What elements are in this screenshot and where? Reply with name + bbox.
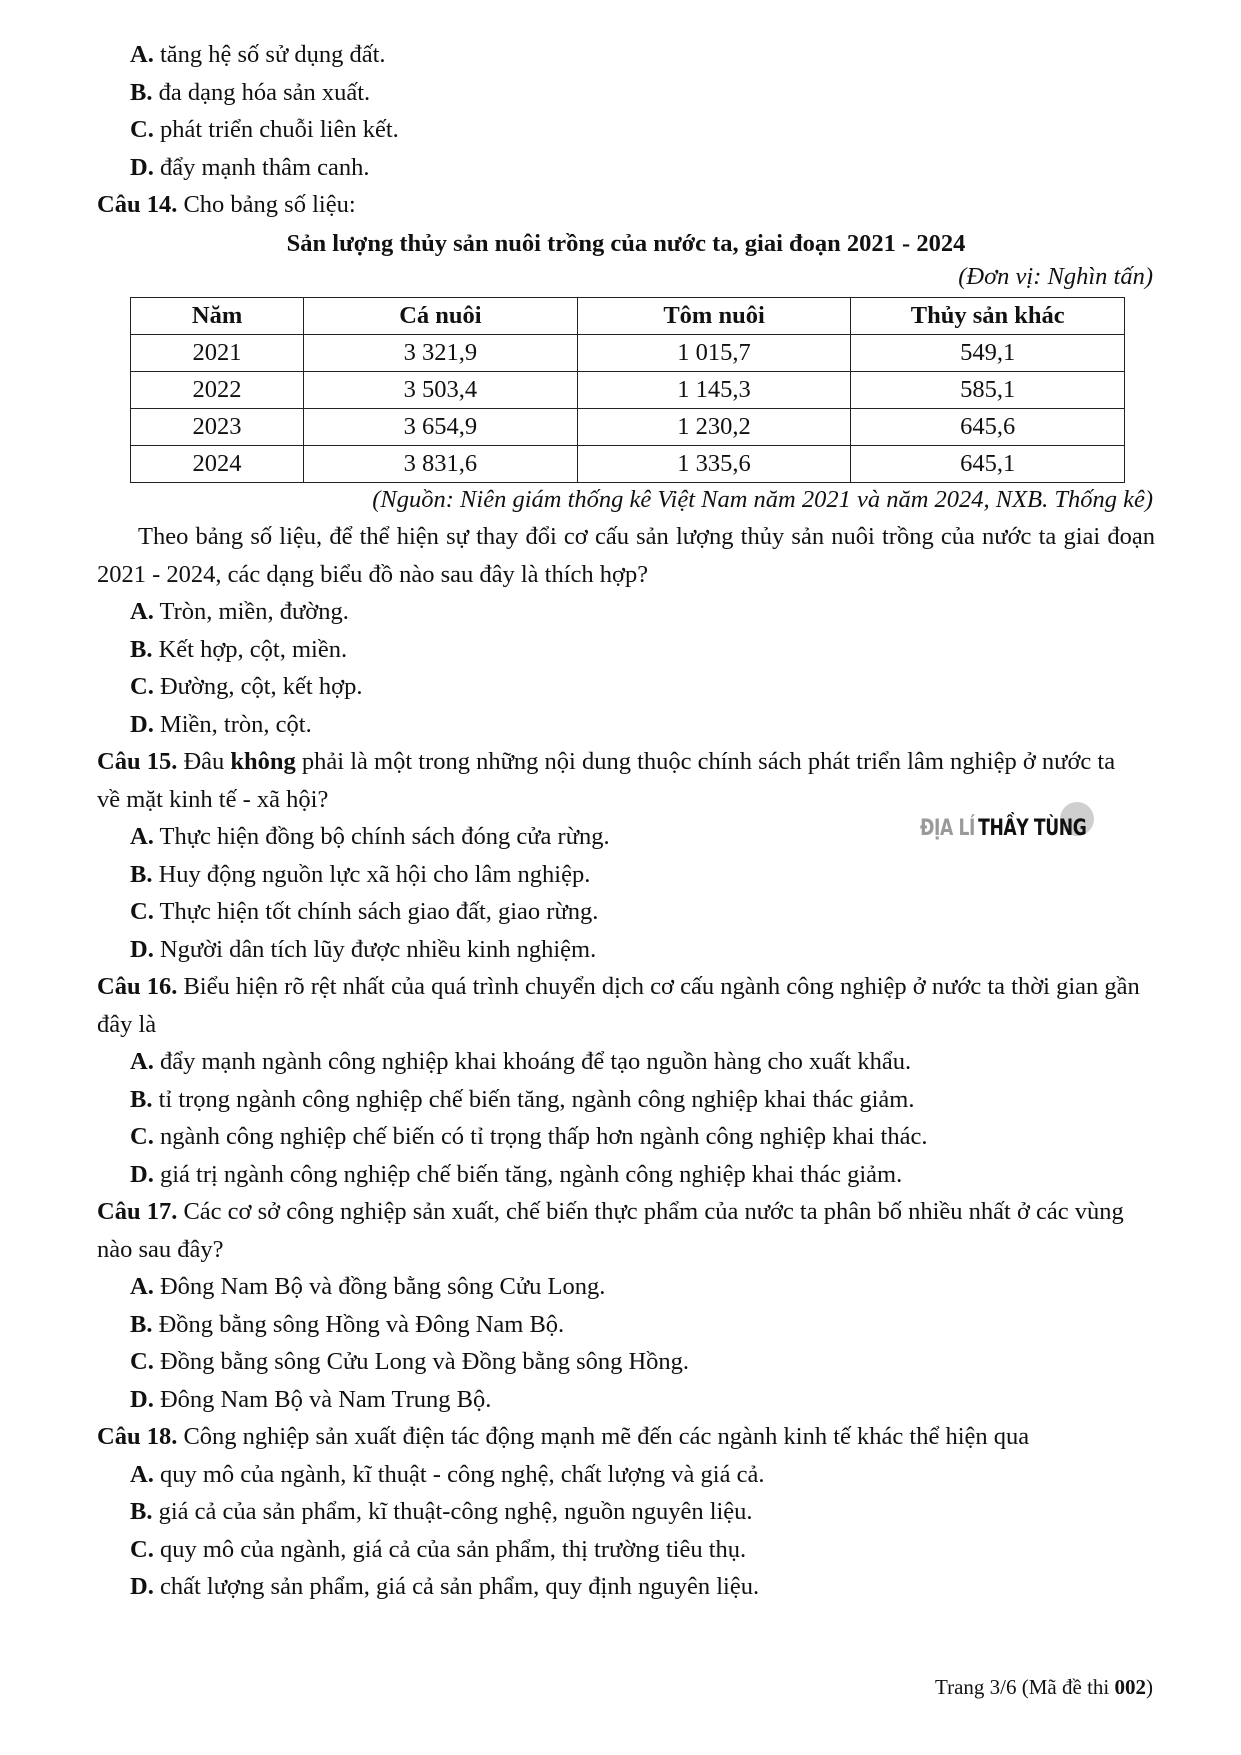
table-cell: 3 503,4 [304, 371, 578, 408]
page-footer [935, 1673, 1153, 1701]
option-letter: A. [130, 41, 154, 68]
option-text: Đường, cột, kết hợp. [153, 673, 363, 700]
question-16 [97, 968, 1155, 1193]
option-d [97, 1381, 1155, 1419]
question-label: Câu 16. [97, 973, 178, 1000]
table-cell: 3 831,6 [304, 445, 578, 482]
question-text: Biểu hiện rõ rệt nhất của quá trình chuyển dịch cơ cấu ngành công nghiệp ở nước ta thời gian gần đây là [97, 973, 1140, 1038]
option-letter: C. [130, 1348, 154, 1375]
prev-question-options [97, 36, 1155, 186]
watermark-part2: THẦY TÙNG [978, 816, 1087, 842]
table-row [131, 371, 1125, 408]
table-cell: 2024 [131, 445, 304, 482]
option-text: đa dạng hóa sản xuất. [152, 78, 371, 106]
table-cell: 1 015,7 [577, 334, 851, 371]
table-unit: (Đơn vị: Nghìn tấn) [958, 263, 1153, 290]
question-text: phải là một trong những nội dung thuộc chính sách phát triển lâm nghiệp ở nước ta về mặt kinh tế - xã hội? [97, 748, 1116, 813]
question-text: Cho bảng số liệu: [177, 191, 356, 218]
table-row [131, 445, 1125, 482]
question-text: Đâu [177, 748, 231, 775]
table-cell: 549,1 [851, 334, 1125, 371]
option-letter: B. [130, 1085, 153, 1113]
option-letter: B. [130, 635, 153, 663]
option-a [97, 1268, 1155, 1306]
option-b [97, 74, 1155, 112]
option-letter: C. [130, 673, 154, 700]
option-text: tăng hệ số sử dụng đất. [153, 41, 386, 68]
option-text: Người dân tích lũy được nhiều kinh nghiệm. [153, 935, 597, 963]
option-letter: D. [130, 153, 154, 181]
option-d [97, 931, 1155, 969]
option-text: Thực hiện tốt chính sách giao đất, giao rừng. [153, 898, 599, 925]
watermark-logo [920, 812, 1086, 846]
table-cell: 645,6 [851, 408, 1125, 445]
data-table [130, 297, 1125, 483]
option-letter: A. [130, 1273, 154, 1300]
question-stem [97, 186, 1155, 224]
option-text: chất lượng sản phẩm, giá cả sản phẩm, quy định nguyên liệu. [153, 1573, 760, 1600]
option-c [97, 111, 1155, 149]
option-letter: C. [130, 116, 154, 143]
option-c [97, 1118, 1155, 1156]
option-letter: D. [130, 1385, 154, 1413]
question-label: Câu 18. [97, 1423, 178, 1450]
table-cell: 1 335,6 [577, 445, 851, 482]
option-text: Đông Nam Bộ và Nam Trung Bộ. [153, 1385, 492, 1413]
option-text: đẩy mạnh ngành công nghiệp khai khoáng để tạo nguồn hàng cho xuất khẩu. [153, 1048, 912, 1075]
option-letter: A. [130, 1460, 154, 1488]
header-cell: Thủy sản khác [851, 297, 1125, 334]
option-letter: C. [130, 898, 154, 925]
footer-close: ) [1146, 1675, 1153, 1699]
option-a [97, 1043, 1155, 1081]
question-text: Các cơ sở công nghiệp sản xuất, chế biến thực phẩm của nước ta phân bố nhiều nhất ở các vùng nào sau đây? [97, 1198, 1124, 1263]
option-letter: A. [130, 1048, 154, 1075]
option-text: Đồng bằng sông Hồng và Đông Nam Bộ. [152, 1310, 565, 1338]
table-cell: 645,1 [851, 445, 1125, 482]
option-text: giá trị ngành công nghiệp chế biến tăng, ngành công nghiệp khai thác giảm. [153, 1160, 903, 1188]
question-18 [97, 1418, 1155, 1606]
question-stem [97, 743, 1155, 818]
table-cell: 3 654,9 [304, 408, 578, 445]
question-emphasis: không [230, 748, 296, 775]
option-text: ngành công nghiệp chế biến có tỉ trọng thấp hơn ngành công nghiệp khai thác. [153, 1123, 928, 1150]
question-15 [97, 743, 1155, 968]
option-d [97, 706, 1155, 744]
question-label: Câu 17. [97, 1198, 178, 1225]
footer-text: Trang 3/6 (Mã đề thi [935, 1675, 1115, 1699]
table-source: (Nguồn: Niên giám thống kê Việt Nam năm 2021 và năm 2024, NXB. Thống kê) [372, 485, 1153, 513]
table-cell: 2021 [131, 334, 304, 371]
option-a [97, 36, 1155, 74]
option-c [97, 1343, 1155, 1381]
option-text: phát triển chuỗi liên kết. [153, 116, 399, 143]
table-cell: 585,1 [851, 371, 1125, 408]
option-letter: A. [130, 823, 154, 850]
option-letter: D. [130, 935, 154, 963]
option-letter: C. [130, 1123, 154, 1150]
question-label: Câu 14. [97, 191, 178, 218]
exam-code: 002 [1114, 1675, 1146, 1699]
option-text: Tròn, miền, đường. [153, 598, 349, 625]
question-14 [97, 186, 1155, 743]
option-c [97, 1531, 1155, 1569]
option-letter: D. [130, 1160, 154, 1188]
option-letter: D. [130, 710, 154, 738]
option-letter: D. [130, 1573, 154, 1600]
option-a [97, 1456, 1155, 1494]
option-d [97, 1156, 1155, 1194]
table-cell: 1 145,3 [577, 371, 851, 408]
option-text: quy mô của ngành, giá cả của sản phẩm, thị trường tiêu thụ. [153, 1535, 747, 1563]
option-text: đẩy mạnh thâm canh. [153, 153, 370, 181]
option-text: Đồng bằng sông Cửu Long và Đồng bằng sông Hồng. [153, 1348, 690, 1375]
table-cell: 2022 [131, 371, 304, 408]
option-text: tỉ trọng ngành công nghiệp chế biến tăng, ngành công nghiệp khai thác giảm. [152, 1085, 915, 1113]
option-text: Miền, tròn, cột. [153, 710, 312, 738]
option-letter: A. [130, 598, 154, 625]
option-text: Huy động nguồn lực xã hội cho lâm nghiệp. [152, 860, 591, 888]
option-a [97, 593, 1155, 631]
question-label: Câu 15. [97, 748, 178, 775]
option-c [97, 668, 1155, 706]
table-cell: 1 230,2 [577, 408, 851, 445]
table-header-row [131, 297, 1125, 334]
header-cell: Năm [131, 297, 304, 334]
watermark-part1: ĐỊA LÍ [920, 816, 976, 842]
question-prompt: Theo bảng số liệu, để thể hiện sự thay đổi cơ cấu sản lượng thủy sản nuôi trồng của nước ta giai đoạn 2021 - 2024, các dạng biểu đồ nào sau đây là thích hợp? [97, 523, 1155, 588]
question-text: Công nghiệp sản xuất điện tác động mạnh mẽ đến các ngành kinh tế khác thể hiện qua [177, 1423, 1030, 1450]
option-b [97, 1493, 1155, 1531]
option-letter: B. [130, 78, 153, 106]
option-d [97, 149, 1155, 187]
option-text: quy mô của ngành, kĩ thuật - công nghệ, chất lượng và giá cả. [153, 1460, 765, 1488]
option-b [97, 856, 1155, 894]
header-cell: Cá nuôi [304, 297, 578, 334]
table-row [131, 334, 1125, 371]
table-row [131, 408, 1125, 445]
table-cell: 2023 [131, 408, 304, 445]
option-text: Thực hiện đồng bộ chính sách đóng cửa rừng. [153, 823, 610, 850]
option-d [97, 1568, 1155, 1606]
option-text: giá cả của sản phẩm, kĩ thuật-công nghệ, nguồn nguyên liệu. [152, 1498, 753, 1525]
option-text: Đông Nam Bộ và đồng bằng sông Cửu Long. [153, 1273, 606, 1300]
option-b [97, 631, 1155, 669]
option-letter: B. [130, 1498, 153, 1525]
table-title: Sản lượng thủy sản nuôi trồng của nước ta, giai đoạn 2021 - 2024 [286, 229, 966, 257]
question-stem [97, 1193, 1155, 1268]
question-17 [97, 1193, 1155, 1418]
option-b [97, 1081, 1155, 1119]
question-stem [97, 968, 1155, 1043]
option-letter: B. [130, 860, 153, 888]
header-cell: Tôm nuôi [577, 297, 851, 334]
option-c [97, 893, 1155, 931]
option-b [97, 1306, 1155, 1344]
option-letter: C. [130, 1535, 154, 1563]
question-stem [97, 1418, 1155, 1456]
option-letter: B. [130, 1310, 153, 1338]
option-text: Kết hợp, cột, miền. [152, 635, 348, 663]
table-cell: 3 321,9 [304, 334, 578, 371]
